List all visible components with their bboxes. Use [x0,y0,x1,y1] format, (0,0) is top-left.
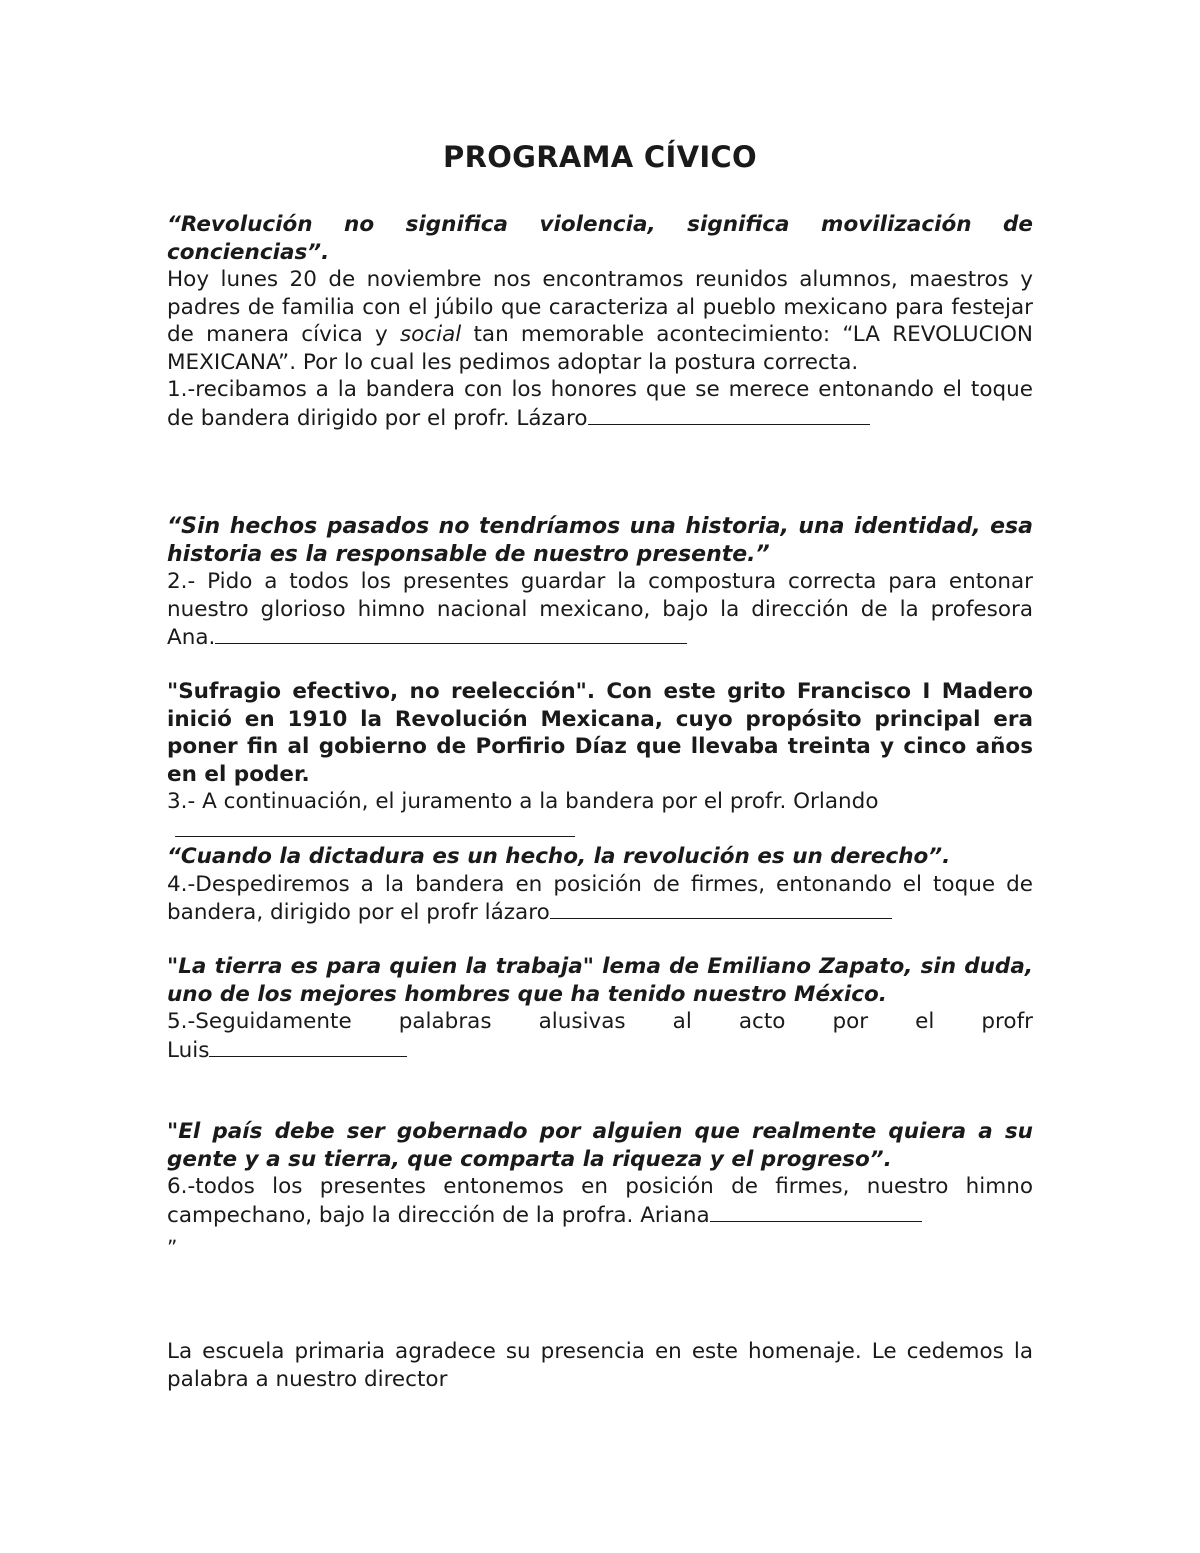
quote-4: “Cuando la dictadura es un hecho, la revolución es un derecho”. [167,844,951,869]
item-2 [167,568,1033,652]
section-5 [167,953,1033,1064]
item-5-word: palabras [398,1009,492,1034]
signature-line-3 [175,816,575,837]
section-3 [167,678,1033,843]
item-4-text: 4.-Despediremos a la bandera en posición de firmes, entonando el toque de bandera, dirigido por el profr lázaro [167,871,1033,925]
signature-line-1 [588,404,870,425]
item-5-word: al [672,1009,692,1034]
stray-quote-mark: „ [167,1223,178,1247]
section-4 [167,843,1033,927]
item-5-line-1 [167,1008,1033,1036]
item-5-word: profr [981,1009,1033,1034]
item-5-end: Luis [167,1037,210,1063]
quote-3: "Sufragio efectivo, no reelección". Con este grito Francisco I Madero inició en 1910 la Revolución Mexicana, cuyo propósito principal era poner fin al gobierno de Porfirio Díaz que llevaba treinta y cinco años en el poder. [167,679,1033,787]
signature-line-2 [215,623,687,644]
intro-text-b: tan memorable acontecimiento: “LA REVOLUCION MEXICANA”. Por lo cual les pedimos adoptar la postura correcta. [167,322,1033,375]
item-3-line-row [167,816,1033,844]
signature-line-6 [710,1201,922,1222]
item-5-word: acto [738,1009,786,1034]
item-1 [167,376,1033,432]
signature-line-4 [550,898,892,919]
item-5-line-2 [167,1036,1033,1065]
item-5-word: 5.-Seguidamente [167,1009,352,1034]
item-3: 3.- A continuación, el juramento a la bandera por el profr. Orlando [167,789,879,814]
item-2-text: 2.- Pido a todos los presentes guardar la compostura correcta para entonar nuestro glorioso himno nacional mexicano, bajo la dirección de la profesora Ana. [167,569,1033,650]
item-4 [167,871,1033,927]
section-1 [167,211,1033,432]
closing-paragraph: La escuela primaria agradece su presencia en este homenaje. Le cedemos la palabra a nuestro director [167,1339,1033,1392]
quote-2: “Sin hechos pasados no tendríamos una historia, una identidad, esa historia es la responsable de nuestro presente.” [167,514,1033,567]
section-6 [167,1118,1033,1229]
quote-1: “Revolución no significa violencia, significa movilización de conciencias”. [167,212,1033,265]
section-2 [167,513,1033,652]
item-5-word: por [832,1009,869,1034]
item-5-word: alusivas [538,1009,626,1034]
item-6 [167,1173,1033,1229]
intro-text-italic: social [399,322,462,347]
item-6-text: 6.-todos los presentes entonemos en posición de firmes, nuestro himno campechano, bajo la dirección de la profra. Ariana [167,1174,1033,1228]
quote-6: "El país debe ser gobernado por alguien que realmente quiera a su gente y a su tierra, que comparta la riqueza y el progreso”. [167,1119,1033,1172]
item-5-word: el [915,1009,935,1034]
signature-line-5 [209,1036,407,1057]
page-title: PROGRAMA CÍVICO [443,140,757,174]
intro-paragraph [167,266,1033,376]
quote-5: "La tierra es para quien la trabaja" lema de Emiliano Zapato, sin duda, uno de los mejores hombres que ha tenido nuestro México. [167,954,1033,1007]
item-1-text: 1.-recibamos a la bandera con los honores que se merece entonando el toque de bandera dirigido por el profr. Lázaro [167,377,1033,431]
intro-text-a: Hoy lunes 20 de noviembre nos encontramos reunidos alumnos, maestros y padres de familia con el júbilo que caracteriza al pueblo mexicano para festejar de manera cívica y [167,267,1033,347]
